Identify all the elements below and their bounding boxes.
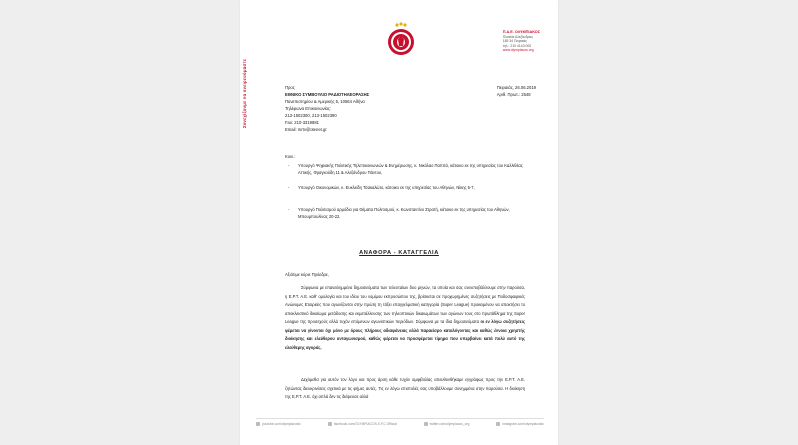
document-title: ΑΝΑΦΟΡΑ - ΚΑΤΑΓΓΕΛΙΑ (359, 250, 439, 256)
instagram-icon (496, 422, 500, 426)
club-phone: τηλ.: 210 4143 000 (502, 43, 532, 48)
club-crest-icon (386, 22, 416, 58)
body-paragraph-1 (285, 284, 525, 352)
footer (256, 418, 544, 426)
footer-youtube[interactable]: youtube.com/olympiacosfc (256, 422, 301, 426)
recipient-fax: Fax: 210-3319881 (285, 120, 319, 125)
footer-facebook[interactable]: facebook.com/OLYMPIACOS.S.F.C.Official (328, 422, 397, 426)
salutation: Αξιότιμε κύριε Πρόεδρε, (285, 272, 329, 277)
paragraph-1-text: Σύμφωνα με επανειλημμένα δημοσιεύματα των τελευταίων δυο μηνών, τα οποία και σας συνυποβάλλουμε στην παρούσα, η Ε.Ρ.Τ. Α.Ε. καθ' ομολογία και του ιδίου του νομίμου εκπροσώπου της, βρίσκεται σε προχωρημένες συζητήσεις με Ποδοσφαιρικές Ανώνυμες Εταιρείες που αγωνίζονται στην πρώτη τη τάξει επαγγελματική κατηγορία (Super League) προκειμένου να αποκτήσει το αποκλειστικό δικαίωμα μετάδοσης και εκμετάλλευσης των τηλεοπτικών δικαιωμάτων των αγώνων τους στο πρωτάθλημα της Super League της προσεχούς αλλά τυχόν επόμενων αγωνιστικών περιόδων. Σύμφωνα με τα ίδια δημοσιεύματα (285, 285, 525, 325)
recipient-phones: 213-1502300, 213-1502390 (285, 113, 337, 118)
document-page (240, 0, 558, 445)
youtube-icon (256, 422, 260, 426)
recipient-contact-label: Τηλέφωνα Επικοινωνίας: (285, 106, 332, 111)
recipient-address: Πανεπιστημίου & Αμερικής 5, 10564 Αθήνα (285, 99, 365, 104)
cc-label: Κοιν.: (285, 154, 296, 159)
recipient-email: Email: mrtv@otenet.gr (285, 127, 327, 132)
facebook-icon (328, 422, 332, 426)
place-date: Πειραιάς, 26.06.2019 (496, 85, 536, 90)
body-paragraph-2: Δεχόμεθα για αυτόν τον λόγο και προς άρση κάθε τυχόν αμφιβολίας απευθυνθήκαμε εγγράφως προς την Ε.Ρ.Τ. Α.Ε. ζητώντας διευκρινίσεις σχετικά με τις φήμες αυτές. Τις εν λόγω επιστολές σας υποβάλλουμε συνημμένα στην παρούσα. Η διοίκηση της Ε.Ρ.Τ. Α.Ε. όχι απλά δεν τις διέψευσε αλλά (285, 377, 525, 400)
recipient-org: ΕΘΝΙΚΟ ΣΥΜΒΟΥΛΙΟ ΡΑΔΙΟΤΗΛΕΟΡΑΣΗΣ (285, 92, 370, 97)
club-name: Π.Α.Ε. ΟΛΥΜΠΙΑΚΟΣ (502, 30, 540, 34)
twitter-icon (424, 422, 428, 426)
dateline (497, 84, 536, 98)
club-website: www.olympiacos.org (502, 48, 534, 52)
paragraph-1-emphasis: οι εν λόγω συζητήσεις φέρεται να γίνονται όχι μόνο με όρους πλήρους αδιαφάνειας αλλά παραείσρο καταλόγοντας και καθώς έννοια χρηστής διοίκησης και ελεύθερου ανταγωνισμού, καθώς φέρεται να προσφέρεται τίμημα που υπερβαίνει κατά πολύ αυτό της ελεύθερης αγοράς. (285, 319, 525, 350)
club-address-line-2: 185 34 Πειραιάς (502, 39, 527, 43)
cc-item-text: Υπουργό Πολιτισμού αρμόδιο για Θέματα Πολιτισμού, κ. Κωνσταντίνο Στρατή, κάτοικο εκ της υπηρεσίας του Αθηνών, Μπουμπουλίνας 20-22. (298, 207, 510, 220)
side-slogan: Συνεχίζουμε να ονειρευόμαστε (242, 58, 247, 128)
cc-item: - Υπουργό Οικονομικών, κ. Ευκλείδη Τσακαλώτο, κάτοικο εκ της υπηρεσίας του Αθηνών, Νίκης 5-7, (288, 185, 475, 190)
recipient-to: Προς (285, 85, 295, 90)
protocol-number: Αριθ. Πρωτ.: 2548 (496, 92, 531, 97)
recipient-block (285, 84, 369, 133)
cc-item: - Υπουργό Πολιτισμού αρμόδιο για Θέματα Πολιτισμού, κ. Κωνσταντίνο Στρατή, κάτοικο εκ της υπηρεσίας του Αθηνών, Μπουμπουλίνας 20-22. (288, 207, 510, 220)
cc-item: - Υπουργό Ψηφιακής Πολιτικής Τηλεπικοινωνιών & Ενημέρωσης, κ. Νικόλαο Παππά, κάτοικο εκ της υπηρεσίας του Καλλιθέας Αττικής, Φραγκούδη 11 & Αλεξάνδρου Πάντου, (288, 163, 523, 176)
cc-item-text: Υπουργό Ψηφιακής Πολιτικής Τηλεπικοινωνιών & Ενημέρωσης, κ. Νικόλαο Παππά, κάτοικο εκ της υπηρεσίας του Καλλιθέας Αττικής, Φραγκούδη 11 & Αλεξάνδρου Πάντου, (298, 163, 523, 176)
footer-twitter[interactable]: twitter.com/olympiacos_org (424, 422, 470, 426)
club-contact-info (503, 30, 540, 53)
footer-instagram[interactable]: instagram.com/olympiacosfc (496, 422, 544, 426)
cc-item-text: Υπουργό Οικονομικών, κ. Ευκλείδη Τσακαλώτο, κάτοικο εκ της υπηρεσίας του Αθηνών, Νίκης 5-7, (298, 185, 475, 190)
club-address-line-1: Πλατεία Αλεξάνδρας (502, 34, 534, 39)
